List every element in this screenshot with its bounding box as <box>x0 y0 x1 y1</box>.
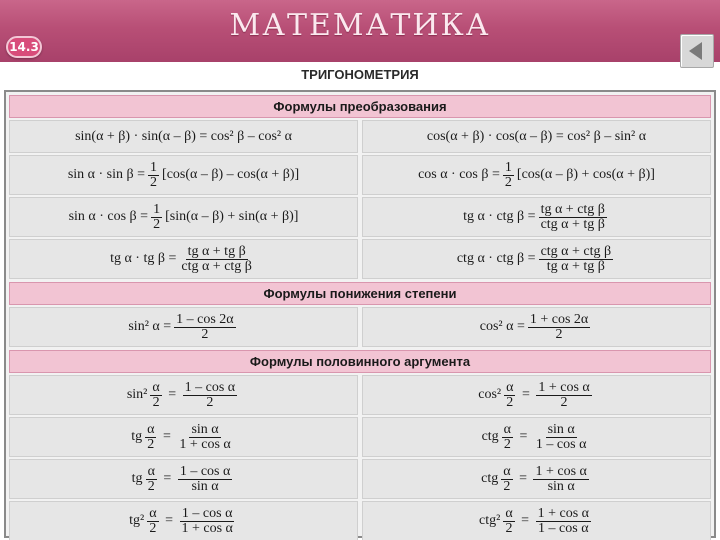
table-row <box>9 239 711 279</box>
fraction <box>179 245 254 274</box>
formula-text: ctg α · ctg β = <box>456 251 536 266</box>
table-row <box>9 120 711 153</box>
equals-sign: = <box>161 513 177 528</box>
formula-table <box>4 90 716 538</box>
formula-cell <box>9 120 358 153</box>
function-name: ctg <box>481 429 499 444</box>
section-header-power: Формулы понижения степени <box>9 282 711 305</box>
denominator: tg α + tg β <box>546 258 605 274</box>
numerator: tg α + ctg β <box>540 201 605 217</box>
numerator: 1 – cos α <box>184 379 236 395</box>
fraction <box>177 423 232 452</box>
denominator: 2 <box>555 326 563 342</box>
denominator: 2 <box>506 394 514 410</box>
argument-fraction <box>146 465 157 494</box>
formula-cell <box>362 501 711 540</box>
formula-cell <box>9 239 358 279</box>
argument-fraction <box>503 507 514 536</box>
numerator: α <box>147 463 155 479</box>
denominator: 1 – cos α <box>535 436 587 452</box>
numerator: sin α <box>191 421 219 437</box>
numerator: α <box>505 505 513 521</box>
denominator: sin α <box>547 478 575 494</box>
half-argument-rows <box>9 375 711 540</box>
formula-text: cos α · cos β = <box>418 167 500 182</box>
denominator: 1 – cos α <box>538 520 589 536</box>
equals-sign: = <box>516 429 531 444</box>
fraction <box>179 507 234 536</box>
table-row <box>9 307 711 347</box>
table-row <box>9 375 711 415</box>
formula-cell <box>362 459 711 499</box>
table-row <box>9 155 711 195</box>
fraction <box>148 161 159 190</box>
numerator: sin α <box>547 421 575 437</box>
numerator: 1 – cos α <box>179 463 231 479</box>
numerator: 1 + cos α <box>537 505 589 521</box>
formula-cell <box>9 375 358 415</box>
denominator: 2 <box>201 326 209 342</box>
fraction <box>536 381 591 410</box>
denominator: 2 <box>504 174 512 190</box>
formula-text: sin² α = <box>128 319 172 334</box>
fraction <box>174 313 236 342</box>
numerator: α <box>506 379 514 395</box>
denominator: 2 <box>206 394 214 410</box>
argument-fraction <box>145 423 156 452</box>
numerator: 1 – cos α <box>181 505 233 521</box>
section-header-transform: Формулы преобразования <box>9 95 711 118</box>
fraction <box>183 381 238 410</box>
function-name: cos² <box>478 387 502 402</box>
equals-sign: = <box>159 471 175 486</box>
numerator: tg α + tg β <box>187 243 246 259</box>
argument-fraction <box>501 465 512 494</box>
denominator: 1 + cos α <box>181 520 233 536</box>
denominator: 2 <box>152 394 160 410</box>
header-bar <box>0 0 720 62</box>
numerator: 1 <box>153 201 161 217</box>
denominator: 2 <box>147 436 155 452</box>
formula-text: cos(α + β) · cos(α – β) = cos² β – sin² α <box>426 128 647 144</box>
numerator: 1 + cos α <box>538 379 590 395</box>
section-header-half: Формулы половинного аргумента <box>9 350 711 373</box>
table-row <box>9 197 711 237</box>
equals-sign: = <box>164 387 180 402</box>
formula-cell <box>9 197 358 237</box>
numerator: α <box>503 421 512 437</box>
formula-cell <box>9 307 358 347</box>
fraction <box>178 465 233 494</box>
denominator: 2 <box>560 394 568 410</box>
fraction <box>539 245 614 274</box>
denominator: sin α <box>191 478 219 494</box>
denominator: 2 <box>505 520 513 536</box>
table-row <box>9 459 711 499</box>
argument-fraction <box>147 507 158 536</box>
denominator: ctg α + ctg β <box>181 258 252 274</box>
formula-text: cos² α = <box>479 319 525 334</box>
formula-text: tg α · tg β = <box>110 251 177 266</box>
numerator: α <box>147 421 155 437</box>
formula-text: [cos(α – β) + cos(α + β)] <box>516 167 655 182</box>
table-row <box>9 501 711 540</box>
denominator: 2 <box>147 478 155 494</box>
fraction <box>528 313 590 342</box>
fraction <box>534 423 589 452</box>
equals-sign: = <box>517 513 533 528</box>
formula-text: sin α · sin β = <box>67 167 146 182</box>
formula-cell <box>362 155 711 195</box>
equals-sign: = <box>159 429 175 444</box>
formula-cell <box>9 155 358 195</box>
equals-sign: = <box>515 471 531 486</box>
numerator: 1 + cos α <box>535 463 587 479</box>
formula-text: [cos(α – β) – cos(α + β)] <box>162 167 300 182</box>
denominator: 2 <box>153 216 161 232</box>
formula-cell <box>362 239 711 279</box>
denominator: 2 <box>150 174 158 190</box>
fraction <box>503 161 514 190</box>
table-row <box>9 417 711 457</box>
formula-cell <box>362 417 711 457</box>
function-name: sin² <box>126 387 148 402</box>
formula-text: sin α · cos β = <box>68 209 149 224</box>
denominator: 1 + cos α <box>179 436 231 452</box>
function-name: tg <box>131 429 143 444</box>
numerator: 1 <box>150 159 158 175</box>
denominator: 2 <box>503 478 511 494</box>
numerator: α <box>149 505 157 521</box>
formula-cell <box>362 197 711 237</box>
denominator: 2 <box>149 520 157 536</box>
function-name: tg² <box>129 513 145 528</box>
equals-sign: = <box>518 387 534 402</box>
formula-cell <box>362 375 711 415</box>
argument-fraction <box>504 381 515 410</box>
numerator: 1 <box>504 159 512 175</box>
formula-cell <box>362 307 711 347</box>
back-button[interactable] <box>680 34 714 68</box>
numerator: ctg α + ctg β <box>540 243 612 259</box>
denominator: ctg α + tg β <box>540 216 605 232</box>
fraction <box>533 465 588 494</box>
argument-fraction <box>150 381 161 410</box>
function-name: tg <box>131 471 143 486</box>
function-name: ctg² <box>479 513 501 528</box>
formula-text: sin(α + β) · sin(α – β) = cos² β – cos² α <box>75 128 292 144</box>
formula-cell <box>362 120 711 153</box>
formula-cell <box>9 501 358 540</box>
fraction <box>539 203 607 232</box>
numerator: α <box>503 463 511 479</box>
argument-fraction <box>502 423 513 452</box>
numerator: 1 + cos 2α <box>529 311 589 327</box>
fraction <box>536 507 591 536</box>
numerator: α <box>152 379 160 395</box>
numerator: 1 – cos 2α <box>176 311 234 327</box>
back-arrow-icon <box>689 42 702 60</box>
page-title: ТРИГОНОМЕТРИЯ <box>301 67 419 82</box>
formula-text: [sin(α – β) + sin(α + β)] <box>165 209 299 224</box>
formula-cell <box>9 459 358 499</box>
fraction <box>151 203 162 232</box>
formula-text: tg α · ctg β = <box>463 209 536 224</box>
section-number-badge: 14.3 <box>6 36 42 58</box>
formula-cell <box>9 417 358 457</box>
denominator: 2 <box>503 436 511 452</box>
app-title: МАТЕМАТИКА <box>229 8 491 43</box>
function-name: ctg <box>481 471 499 486</box>
